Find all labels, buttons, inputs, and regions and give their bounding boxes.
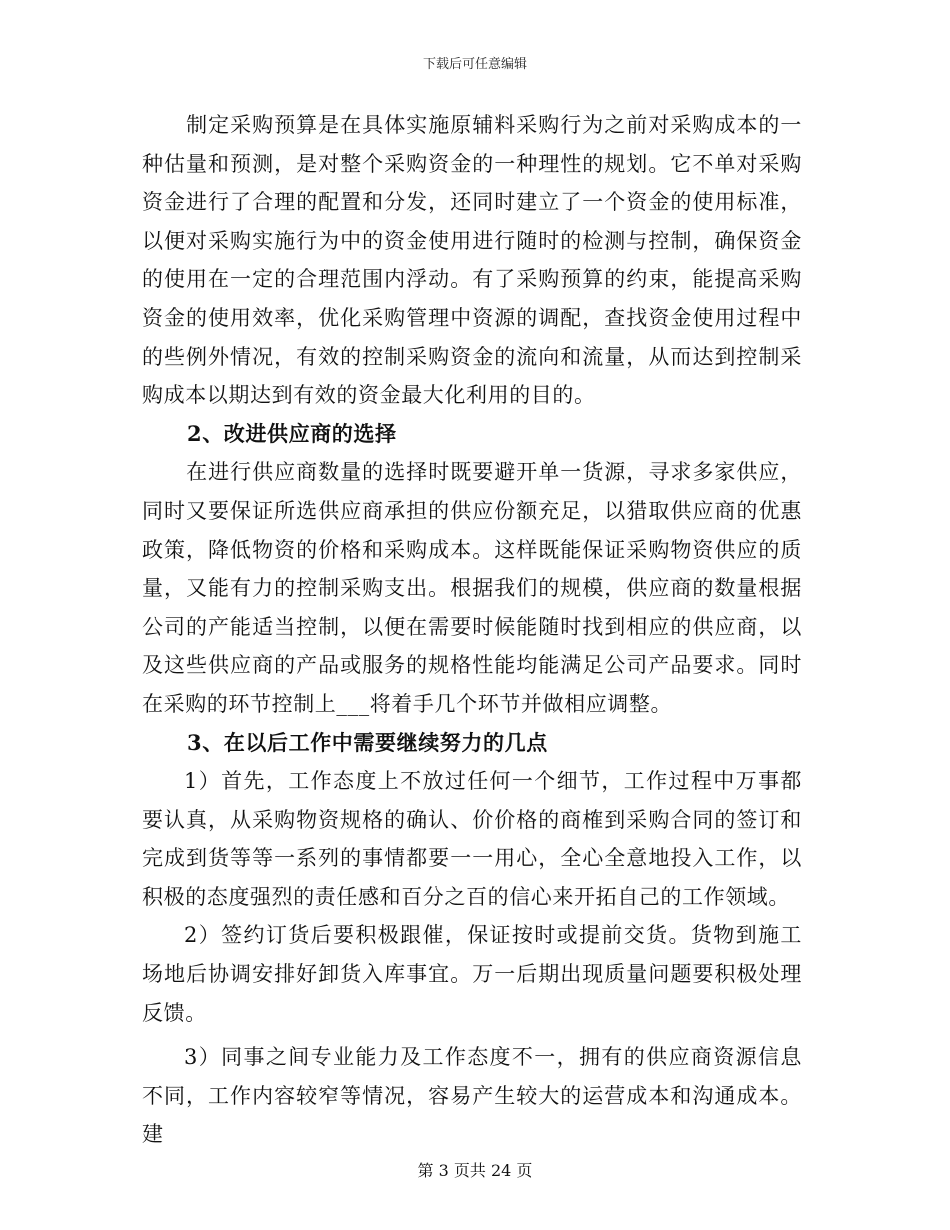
document-body [142,106,802,1154]
paragraph-budget: 制定采购预算是在具体实施原辅料采购行为之前对采购成本的一种估量和预测，是对整个采购资金的一种理性的规划。它不单对采购资金进行了合理的配置和分发，还同时建立了一个资金的使用标准，以便对采购实施行为中的资金使用进行随时的检测与控制，确保资金的使用在一定的合理范围内浮动。有了采购预算的约束，能提高采购资金的使用效率，优化采购管理中资源的调配，查找资金使用过程中的些例外情况，有效的控制采购资金的流向和流量，从而达到控制采购成本以期达到有效的资金最大化利用的目的。 [142,113,802,408]
section-heading-3: 3、在以后工作中需要继续努力的几点 [187,729,548,755]
paragraph-supplier: 在进行供应商数量的选择时既要避开单一货源，寻求多家供应，同时又要保证所选供应商承担的供应份额充足，以猎取供应商的优惠政策，降低物资的价格和采购成本。这样既能保证采购物资供应的质量，又能有力的控制采购支出。根据我们的规模，供应商的数量根据公司的产能适当控制，以便在需要时候能随时找到相应的供应商，以及这些供应商的产品或服务的规格性能均能满足公司产品要求。同时在采购的环节控制上___将着手几个环节并做相应调整。 [142,460,802,716]
page-footer: 第 3 页共 24 页 [417,1161,533,1180]
page-header: 下载后可任意编辑 [422,57,527,72]
list-item-3: 3）同事之间专业能力及工作态度不一，拥有的供应商资源信息不同，工作内容较窄等情况，容易产生较大的运营成本和沟通成本。建 [142,1045,802,1147]
section-heading-2: 2、改进供应商的选择 [187,420,397,446]
list-item-1: 1）首先，工作态度上不放过任何一个细节，工作过程中万事都要认真，从采购物资规格的确认、价价格的商榷到采购合同的签订和完成到货等等一系列的事情都要一一用心，全心全意地投入工作，以积极的态度强烈的责任感和百分之百的信心来开拓自己的工作领域。 [142,769,802,909]
list-item-2: 2）签约订货后要积极跟催，保证按时或提前交货。货物到施工场地后协调安排好卸货入库事宜。万一后期出现质量问题要积极处理反馈。 [142,923,802,1025]
